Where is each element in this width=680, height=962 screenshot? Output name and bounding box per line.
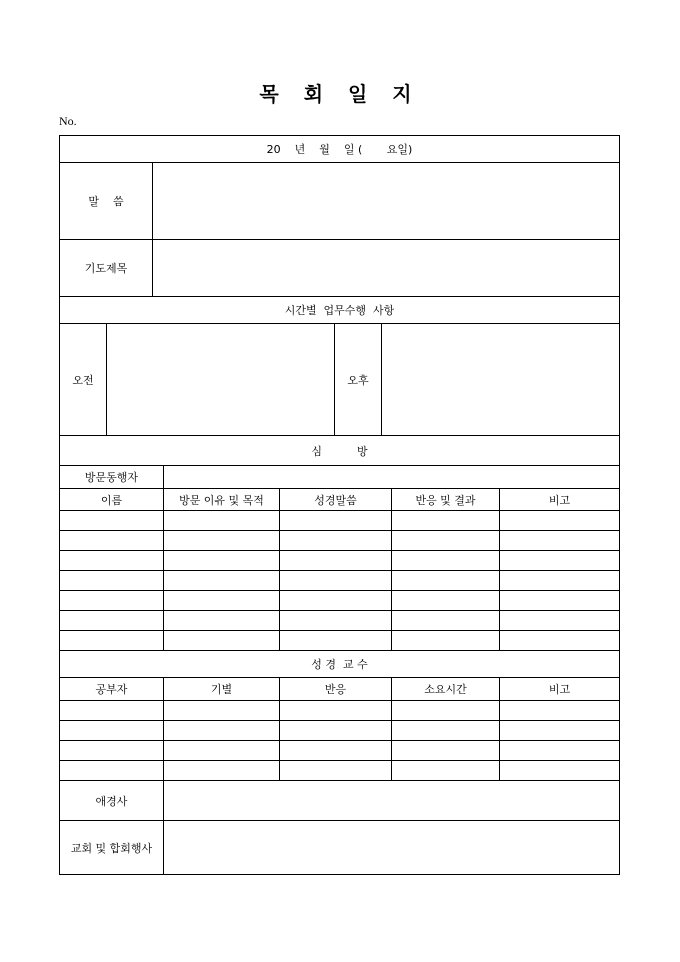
- visit-table-cell[interactable]: [500, 631, 619, 650]
- church-events-label: 교회 및 합회행사: [60, 821, 164, 874]
- bible-columns-row: [60, 678, 619, 701]
- visit-col-purpose: 방문 이유 및 목적: [164, 489, 280, 510]
- visit-table-cell[interactable]: [60, 611, 164, 630]
- sermon-label: 말 씀: [60, 163, 153, 239]
- pastoral-log-form: [59, 135, 620, 875]
- visit-table-cell[interactable]: [60, 551, 164, 570]
- bible-table-cell[interactable]: [60, 701, 164, 720]
- bible-col-duration: 소요시간: [392, 678, 500, 700]
- document-number-label: No.: [59, 114, 77, 128]
- visit-table-row: [60, 571, 619, 591]
- visit-table-cell[interactable]: [280, 511, 392, 530]
- bible-table-cell[interactable]: [60, 721, 164, 740]
- bible-table-body: [60, 701, 619, 781]
- afternoon-field[interactable]: [382, 324, 619, 435]
- visit-col-result: 반응 및 결과: [392, 489, 500, 510]
- bible-table-cell[interactable]: [164, 761, 280, 780]
- visit-table-cell[interactable]: [60, 591, 164, 610]
- bible-table-cell[interactable]: [164, 741, 280, 760]
- page-title: 목 회 일 지: [259, 82, 421, 106]
- bible-table-row: [60, 721, 619, 741]
- visit-table-cell[interactable]: [60, 511, 164, 530]
- visit-table-body: [60, 511, 619, 651]
- visit-table-cell[interactable]: [500, 611, 619, 630]
- sermon-row: [60, 163, 619, 240]
- visit-table-row: [60, 551, 619, 571]
- visit-table-cell[interactable]: [164, 551, 280, 570]
- visit-table-cell[interactable]: [500, 571, 619, 590]
- visit-header-row: [60, 436, 619, 466]
- visit-table-cell[interactable]: [392, 511, 500, 530]
- date-row: [60, 136, 619, 163]
- bible-table-cell[interactable]: [392, 761, 500, 780]
- visit-col-name: 이름: [60, 489, 164, 510]
- visit-table-cell[interactable]: [500, 591, 619, 610]
- date-field[interactable]: 20 년 월 일 ( 요일): [266, 143, 413, 156]
- bible-table-cell[interactable]: [164, 721, 280, 740]
- visit-table-cell[interactable]: [164, 611, 280, 630]
- bible-table-cell[interactable]: [500, 721, 619, 740]
- bible-table-cell[interactable]: [500, 761, 619, 780]
- visit-table-row: [60, 611, 619, 631]
- bible-table-cell[interactable]: [164, 701, 280, 720]
- visit-table-cell[interactable]: [60, 531, 164, 550]
- visit-table-cell[interactable]: [60, 631, 164, 650]
- visit-table-cell[interactable]: [164, 531, 280, 550]
- bible-table-cell[interactable]: [392, 701, 500, 720]
- visit-companion-label: 방문동행자: [60, 466, 164, 488]
- bible-col-lesson: 기별: [164, 678, 280, 700]
- visit-table-cell[interactable]: [280, 531, 392, 550]
- condolence-field[interactable]: [164, 781, 619, 820]
- bible-table-cell[interactable]: [280, 761, 392, 780]
- visit-table-cell[interactable]: [280, 631, 392, 650]
- church-events-field[interactable]: [164, 821, 619, 874]
- visit-table-cell[interactable]: [500, 551, 619, 570]
- schedule-header: 시간별 업무수행 사항: [284, 304, 395, 317]
- visit-table-cell[interactable]: [500, 531, 619, 550]
- visit-col-scripture: 성경말씀: [280, 489, 392, 510]
- visit-table-cell[interactable]: [392, 551, 500, 570]
- schedule-row: [60, 324, 619, 436]
- visit-table-cell[interactable]: [280, 551, 392, 570]
- visit-table-row: [60, 591, 619, 611]
- visit-table-cell[interactable]: [280, 591, 392, 610]
- bible-table-cell[interactable]: [280, 701, 392, 720]
- visit-table-cell[interactable]: [60, 571, 164, 590]
- visit-companion-row: [60, 466, 619, 489]
- visit-table-cell[interactable]: [392, 591, 500, 610]
- prayer-label: 기도제목: [60, 240, 153, 296]
- visit-companion-field[interactable]: [164, 466, 619, 488]
- visit-columns-row: [60, 489, 619, 511]
- visit-table-cell[interactable]: [164, 571, 280, 590]
- condolence-row: [60, 781, 619, 821]
- visit-table-cell[interactable]: [500, 511, 619, 530]
- bible-table-cell[interactable]: [392, 741, 500, 760]
- bible-table-cell[interactable]: [500, 701, 619, 720]
- bible-col-note: 비고: [548, 683, 571, 696]
- bible-col-response: 반응: [280, 678, 392, 700]
- sermon-field[interactable]: [153, 163, 619, 239]
- morning-field[interactable]: [107, 324, 335, 435]
- bible-table-cell[interactable]: [280, 721, 392, 740]
- visit-table-cell[interactable]: [280, 611, 392, 630]
- condolence-label: 애경사: [60, 781, 164, 820]
- bible-table-row: [60, 761, 619, 781]
- afternoon-label: 오후: [335, 324, 382, 435]
- bible-header-row: [60, 651, 619, 678]
- bible-col-student: 공부자: [60, 678, 164, 700]
- bible-table-cell[interactable]: [392, 721, 500, 740]
- visit-table-row: [60, 631, 619, 651]
- bible-table-cell[interactable]: [500, 741, 619, 760]
- prayer-row: [60, 240, 619, 297]
- schedule-header-row: [60, 297, 619, 324]
- visit-header: 심 방: [311, 444, 368, 458]
- prayer-field[interactable]: [153, 240, 619, 296]
- visit-table-cell[interactable]: [164, 511, 280, 530]
- visit-table-cell[interactable]: [164, 631, 280, 650]
- visit-table-cell[interactable]: [392, 531, 500, 550]
- visit-table-cell[interactable]: [392, 571, 500, 590]
- visit-col-note: 비고: [548, 493, 571, 507]
- bible-table-cell[interactable]: [280, 741, 392, 760]
- morning-label: 오전: [60, 324, 107, 435]
- church-events-row: [60, 821, 619, 874]
- visit-table-row: [60, 531, 619, 551]
- bible-table-cell[interactable]: [60, 741, 164, 760]
- visit-table-row: [60, 511, 619, 531]
- bible-table-row: [60, 741, 619, 761]
- visit-table-cell[interactable]: [164, 591, 280, 610]
- visit-table-cell[interactable]: [392, 611, 500, 630]
- bible-table-cell[interactable]: [60, 761, 164, 780]
- visit-table-cell[interactable]: [280, 571, 392, 590]
- bible-table-row: [60, 701, 619, 721]
- visit-table-cell[interactable]: [392, 631, 500, 650]
- bible-header: 성 경 교 수: [311, 658, 368, 671]
